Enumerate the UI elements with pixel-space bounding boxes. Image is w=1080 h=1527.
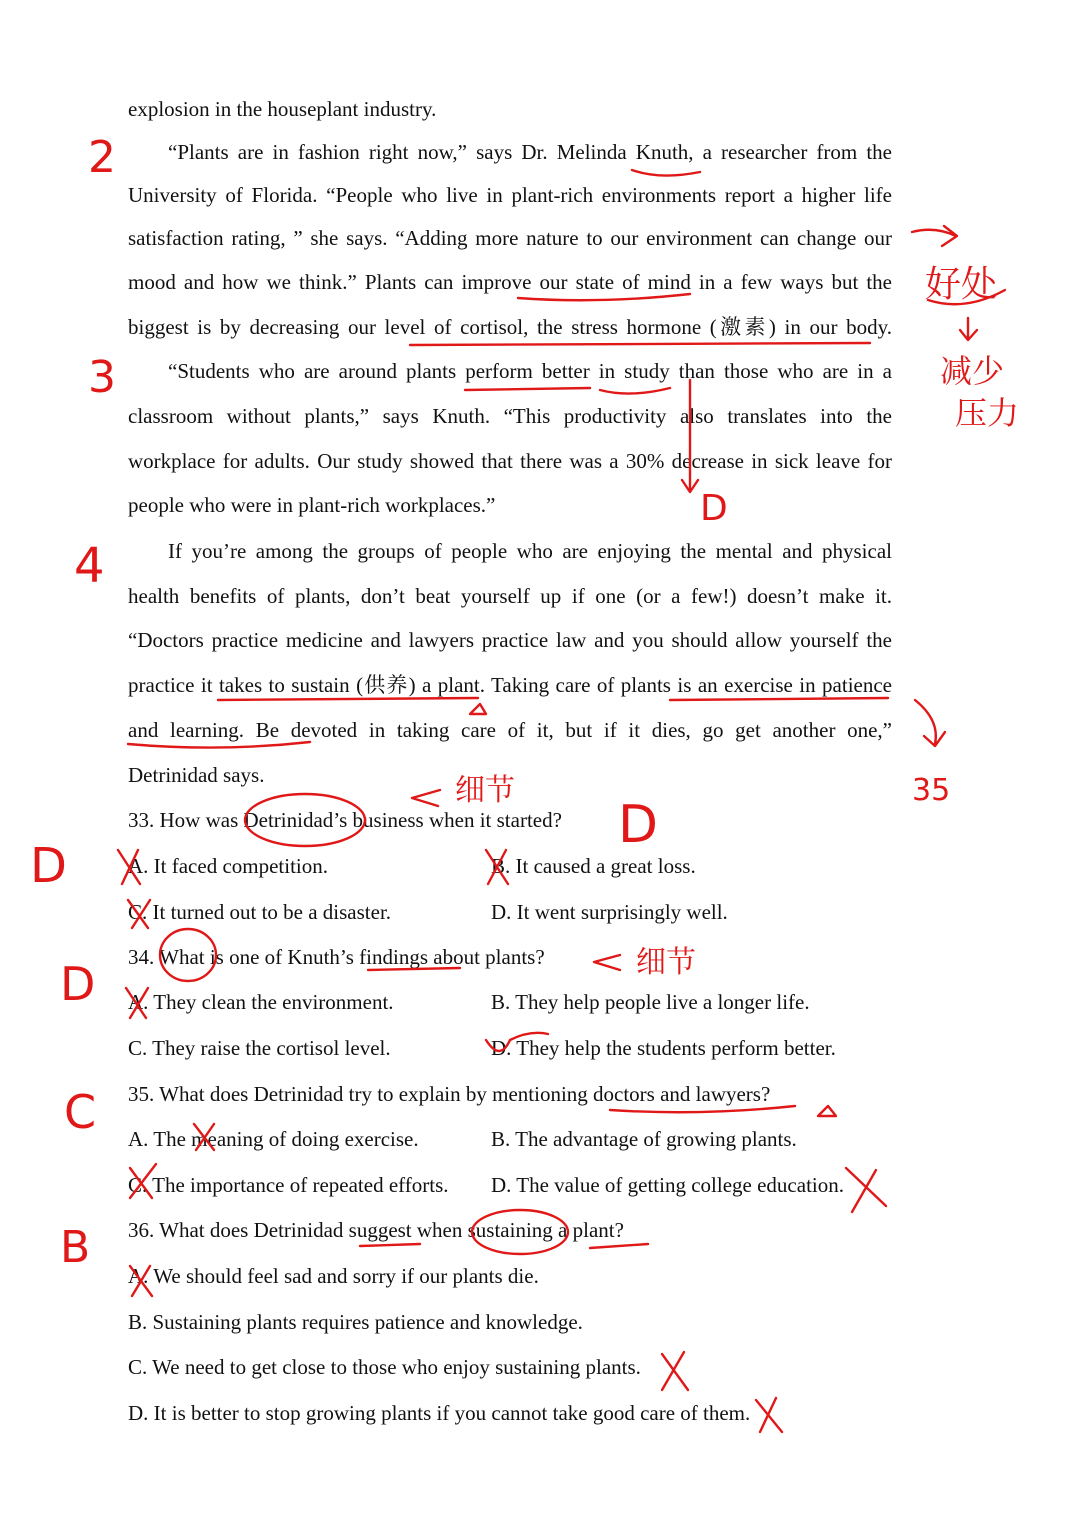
triangle-mark	[470, 704, 486, 714]
option-a[interactable]: A. It faced competition.	[128, 854, 329, 878]
passage-line: “Doctors practice medicine and lawyers practice law and you should allow yourself the	[128, 628, 892, 652]
passage-line: workplace for adults. Our study showed that there was a 30% decrease in sick leave for	[128, 449, 892, 473]
para-number: 3	[88, 352, 116, 403]
passage-line: If you’re among the groups of people who are enjoying the mental and physical	[168, 539, 892, 563]
margin-note: D	[618, 795, 659, 855]
underline-mark	[632, 170, 700, 176]
passage-line: health benefits of plants, don’t beat yourself up if one (or a few!) doesn’t make it.	[128, 584, 892, 608]
underline-mark	[465, 388, 590, 390]
passage-line: classroom without plants,” says Knuth. “This productivity also translates into the	[128, 404, 892, 428]
underline-mark	[410, 343, 870, 345]
passage-line: people who were in plant-rich workplaces.”	[128, 493, 496, 517]
option-a[interactable]: A. The meaning of doing exercise.	[128, 1127, 419, 1151]
question-stem: 34. What is one of Knuth’s findings about plants?	[128, 945, 545, 969]
underline-mark	[590, 1244, 648, 1248]
option-c[interactable]: C. We need to get close to those who enjoy sustaining plants.	[128, 1355, 641, 1379]
cross-mark	[756, 1398, 782, 1432]
cross-mark	[846, 1168, 886, 1212]
passage-line: explosion in the houseplant industry.	[128, 97, 437, 121]
para-number: 2	[88, 132, 116, 183]
option-c[interactable]: C. It turned out to be a disaster.	[128, 900, 392, 924]
passage-line: biggest is by decreasing our level of cortisol, the stress hormone (激素) in our body.	[128, 315, 892, 339]
option-b[interactable]: B. They help people live a longer life.	[491, 990, 810, 1014]
underline-mark	[360, 1244, 420, 1246]
left-arrow-icon	[412, 790, 440, 806]
passage-line: mood and how we think.” Plants can improve our state of mind in a few ways but the	[128, 270, 892, 294]
option-a[interactable]: A. They clean the environment.	[128, 990, 394, 1014]
passage-line: satisfaction rating, ” she says. “Adding more nature to our environment can change our	[128, 226, 892, 250]
margin-note: 细节	[455, 773, 515, 808]
down-arrow-icon	[915, 700, 945, 746]
passage-line: practice it takes to sustain (供养) a plant. Taking care of plants is an exercise in patience	[128, 673, 892, 697]
margin-note: 减少	[940, 352, 1005, 390]
option-c[interactable]: C. The importance of repeated efforts.	[128, 1173, 449, 1197]
answer-mark: C	[64, 1085, 97, 1139]
margin-note: D	[700, 488, 728, 529]
option-d[interactable]: D. It went surprisingly well.	[491, 900, 728, 924]
passage-line: University of Florida. “People who live in plant-rich environments report a higher life	[128, 183, 892, 207]
passage-line: and learning. Be devoted in taking care of it, but if it dies, go get another one,”	[128, 718, 892, 742]
down-arrow-icon	[960, 318, 977, 340]
option-c[interactable]: C. They raise the cortisol level.	[128, 1036, 391, 1060]
answer-mark: D	[60, 957, 96, 1011]
margin-note: 35	[912, 773, 951, 808]
passage-line: Detrinidad says.	[128, 763, 265, 787]
underline-mark	[928, 290, 1005, 304]
question-stem: 33. How was Detrinidad’s business when it started?	[128, 808, 562, 832]
passage-line: “Students who are around plants perform better in study than those who are in a	[168, 359, 892, 383]
underline-mark	[600, 388, 670, 394]
cross-mark	[662, 1352, 688, 1390]
option-b[interactable]: B. It caused a great loss.	[491, 854, 696, 878]
question-stem: 35. What does Detrinidad try to explain by mentioning doctors and lawyers?	[128, 1082, 771, 1106]
option-a[interactable]: A. We should feel sad and sorry if our plants die.	[128, 1264, 539, 1288]
option-d[interactable]: D. The value of getting college education.	[491, 1173, 844, 1197]
answer-mark: D	[30, 838, 67, 894]
passage-line: “Plants are in fashion right now,” says Dr. Melinda Knuth, a researcher from the	[168, 140, 892, 164]
option-b[interactable]: B. The advantage of growing plants.	[491, 1127, 797, 1151]
margin-note: 细节	[636, 945, 696, 980]
answer-mark: B	[60, 1222, 91, 1273]
option-d[interactable]: D. They help the students perform better.	[491, 1036, 836, 1060]
margin-note: 压力	[955, 394, 1020, 432]
para-number: 4	[74, 538, 105, 594]
arrow-icon	[912, 226, 957, 246]
option-b[interactable]: B. Sustaining plants requires patience and knowledge.	[128, 1310, 583, 1334]
down-arrow-icon	[682, 380, 698, 492]
question-stem: 36. What does Detrinidad suggest when sustaining a plant?	[128, 1218, 624, 1242]
margin-note: 好处	[925, 264, 998, 305]
option-d[interactable]: D. It is better to stop growing plants if you cannot take good care of them.	[128, 1401, 751, 1425]
